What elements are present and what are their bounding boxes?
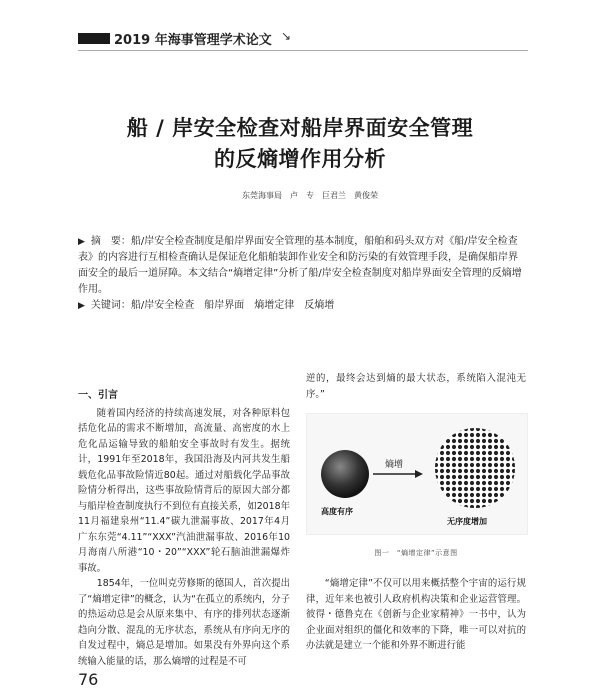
paragraph: 逆的，最终会达到熵的最大状态，系统陷入混沌无序。” xyxy=(306,373,526,400)
section-title: 一、引言 xyxy=(78,390,118,401)
paragraph: 随着国内经济的持续高速发展，对各种原料包括危化品的需求不断增加，高流量、高密度的水上危化品运输导致的船舶安全事故时有发生。据统计，1991年至2018年，我国沿海及内河共发生船载危化品事故险情近80起。通过对船载化学品事故险情分析得出，这些事故险情背后的原因大部分都与船岸检查制度执行不到位有直接关系，如2018年11月福建泉州“11.4”碳九泄漏事故、2017年4月广东东莞“4.11”“XXX”汽油泄漏事故、2016年10月海南八所港“10・20”“XXX”轮石脑油泄漏爆炸事故。 xyxy=(78,407,290,574)
paragraph: “熵增定律”不仅可以用来概括整个宇宙的运行规律，近年来也被引人政府机构决策和企业运营管理。彼得・德鲁克在《创新与企业家精神》一书中，认为企业面对组织的僵化和效率的下降，唯一可以对抗的办法就是建立一个能和外界不断进行能 xyxy=(306,578,526,651)
header-arrow-icon: ↘ xyxy=(281,29,292,43)
triangle-bullet-icon: ▶ xyxy=(78,301,85,311)
right-figure-label: 无序度增加 xyxy=(447,517,487,526)
keywords-text: 船/岸安全检查 船岸界面 熵增定律 反熵增 xyxy=(130,300,335,311)
arrow-head-icon xyxy=(415,470,423,478)
keywords xyxy=(78,296,524,311)
paper-title-line2: 的反熵增作用分析 xyxy=(214,147,386,171)
entropy-diagram xyxy=(307,414,527,534)
ordered-sphere xyxy=(321,450,369,498)
journal-header: 2019 年海事管理学术论文 xyxy=(114,33,272,48)
abstract xyxy=(78,234,524,298)
authors: 东莞海事局 卢 专 巨君兰 黄俊荣 xyxy=(242,191,378,200)
right-column-bottom xyxy=(306,576,526,654)
right-column-top xyxy=(306,371,526,402)
keywords-label: 关键词： xyxy=(90,300,131,311)
paper-title-line1: 船 / 岸安全检查对船岸界面安全管理 xyxy=(126,116,474,140)
figure-caption: 图一 “熵增定律”示意图 xyxy=(374,549,458,557)
left-figure-label: 高度有序 xyxy=(321,507,353,516)
arrow-label: 熵增 xyxy=(385,460,404,470)
header-bar-decoration xyxy=(78,33,110,44)
paragraph: 1854年，一位叫克劳修斯的德国人，首次提出了“熵增定律”的概念，认为“在孤立的系统内，分子的热运动总是会从原来集中、有序的排列状态逐渐趋向分散、混乱的无序状态，系统从有序向无序的自发过程中，熵总是增加。如果没有外界向这个系统输入能量的话，那么熵增的过程是不可 xyxy=(78,578,290,667)
page-number: 76 xyxy=(78,670,99,689)
disordered-sphere xyxy=(435,428,515,508)
abstract-label: 摘 要： xyxy=(90,236,131,247)
entropy-figure xyxy=(306,413,528,535)
header-divider xyxy=(78,50,528,51)
triangle-bullet-icon: ▶ xyxy=(78,237,85,247)
left-column xyxy=(78,388,290,669)
abstract-text: 船/岸安全检查制度是船岸界面安全管理的基本制度，船舶和码头双方对《船/岸安全检查表》的内容进行互相检查确认是保证危化船舶装卸作业安全和防污染的有效管理手段，是确保船岸界面安全的最后一道屏障。本文结合“熵增定律”分析了船/岸安全检查制度对船岸界面安全管理的反熵增作用。 xyxy=(78,236,522,295)
